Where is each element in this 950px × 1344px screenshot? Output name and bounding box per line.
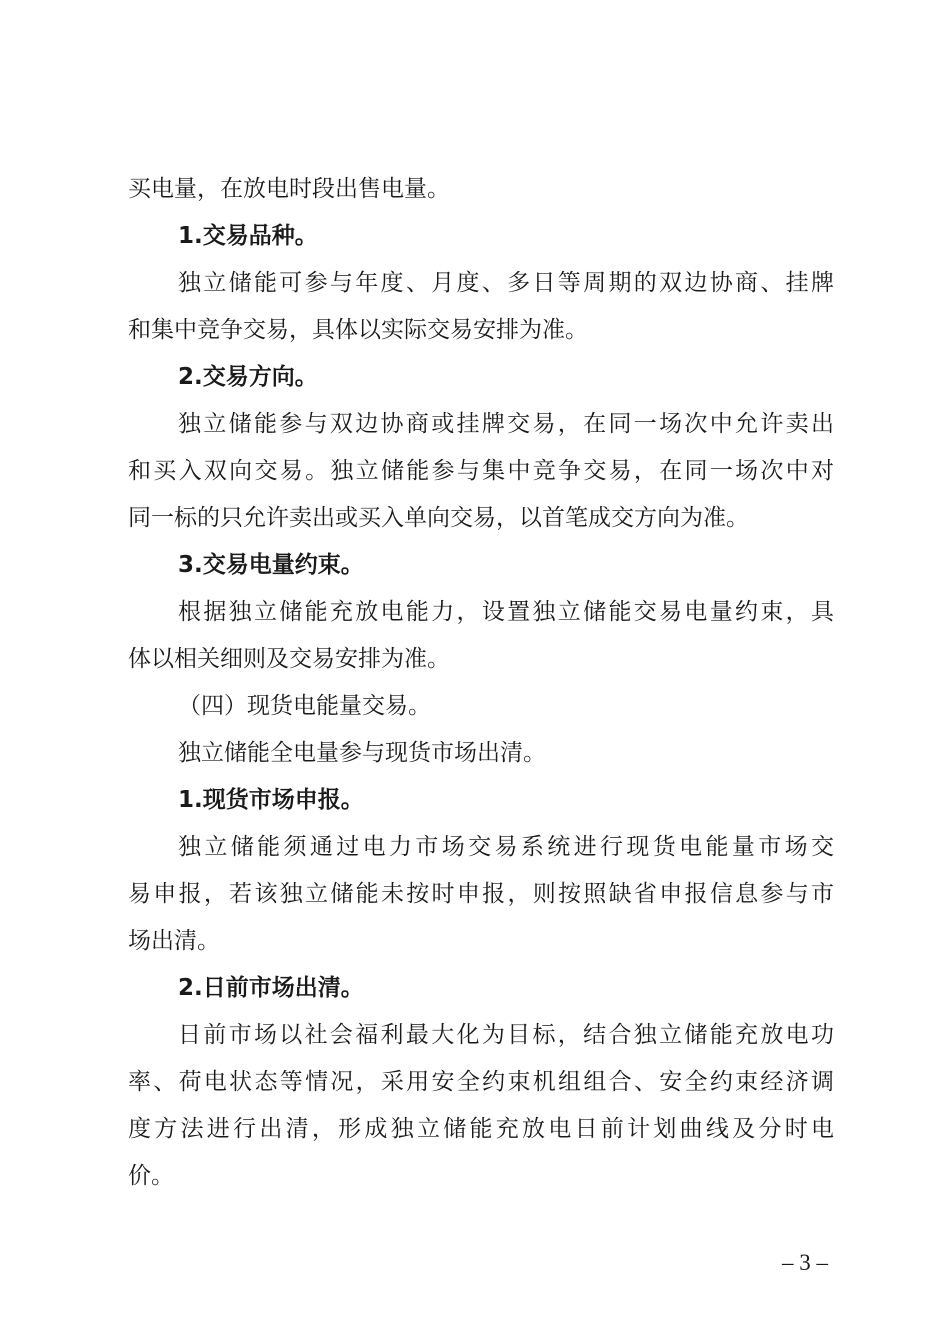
text-line: 体以相关细则及交易安排为准。 bbox=[128, 646, 450, 672]
text-line: 独立储能参与双边协商或挂牌交易，在同一场次中允许卖出 bbox=[178, 411, 834, 437]
section-heading: 3.交易电量约束。 bbox=[178, 552, 364, 578]
text-line: 价。 bbox=[128, 1163, 174, 1189]
text-line: 独立储能全电量参与现货市场出清。 bbox=[178, 740, 546, 766]
text-line: 日前市场以社会福利最大化为目标，结合独立储能充放电功 bbox=[178, 1022, 834, 1048]
text-line: 买电量，在放电时段出售电量。 bbox=[128, 176, 450, 202]
text-line: 率、荷电状态等情况，采用安全约束机组组合、安全约束经济调 bbox=[128, 1069, 834, 1095]
text-line: 度方法进行出清，形成独立储能充放电日前计划曲线及分时电 bbox=[128, 1116, 834, 1142]
document-body bbox=[128, 166, 834, 1200]
text-line: 和集中竞争交易，具体以实际交易安排为准。 bbox=[128, 317, 588, 343]
text-line: 独立储能可参与年度、月度、多日等周期的双边协商、挂牌 bbox=[178, 270, 834, 296]
text-line: 场出清。 bbox=[128, 928, 220, 954]
section-heading: 2.交易方向。 bbox=[178, 364, 318, 390]
text-line: 易申报，若该独立储能未按时申报，则按照缺省申报信息参与市 bbox=[128, 881, 834, 907]
text-line: 独立储能须通过电力市场交易系统进行现货电能量市场交 bbox=[178, 834, 834, 860]
text-line: （四）现货电能量交易。 bbox=[178, 693, 431, 719]
section-heading: 2.日前市场出清。 bbox=[178, 975, 364, 1001]
text-line: 根据独立储能充放电能力，设置独立储能交易电量约束，具 bbox=[178, 599, 834, 625]
section-heading: 1.现货市场申报。 bbox=[178, 787, 364, 813]
section-heading: 1.交易品种。 bbox=[178, 223, 318, 249]
text-line: 和买入双向交易。独立储能参与集中竞争交易，在同一场次中对 bbox=[128, 458, 834, 484]
text-line: 同一标的只允许卖出或买入单向交易，以首笔成交方向为准。 bbox=[128, 505, 749, 531]
page-number: – 3 – bbox=[782, 1250, 828, 1275]
